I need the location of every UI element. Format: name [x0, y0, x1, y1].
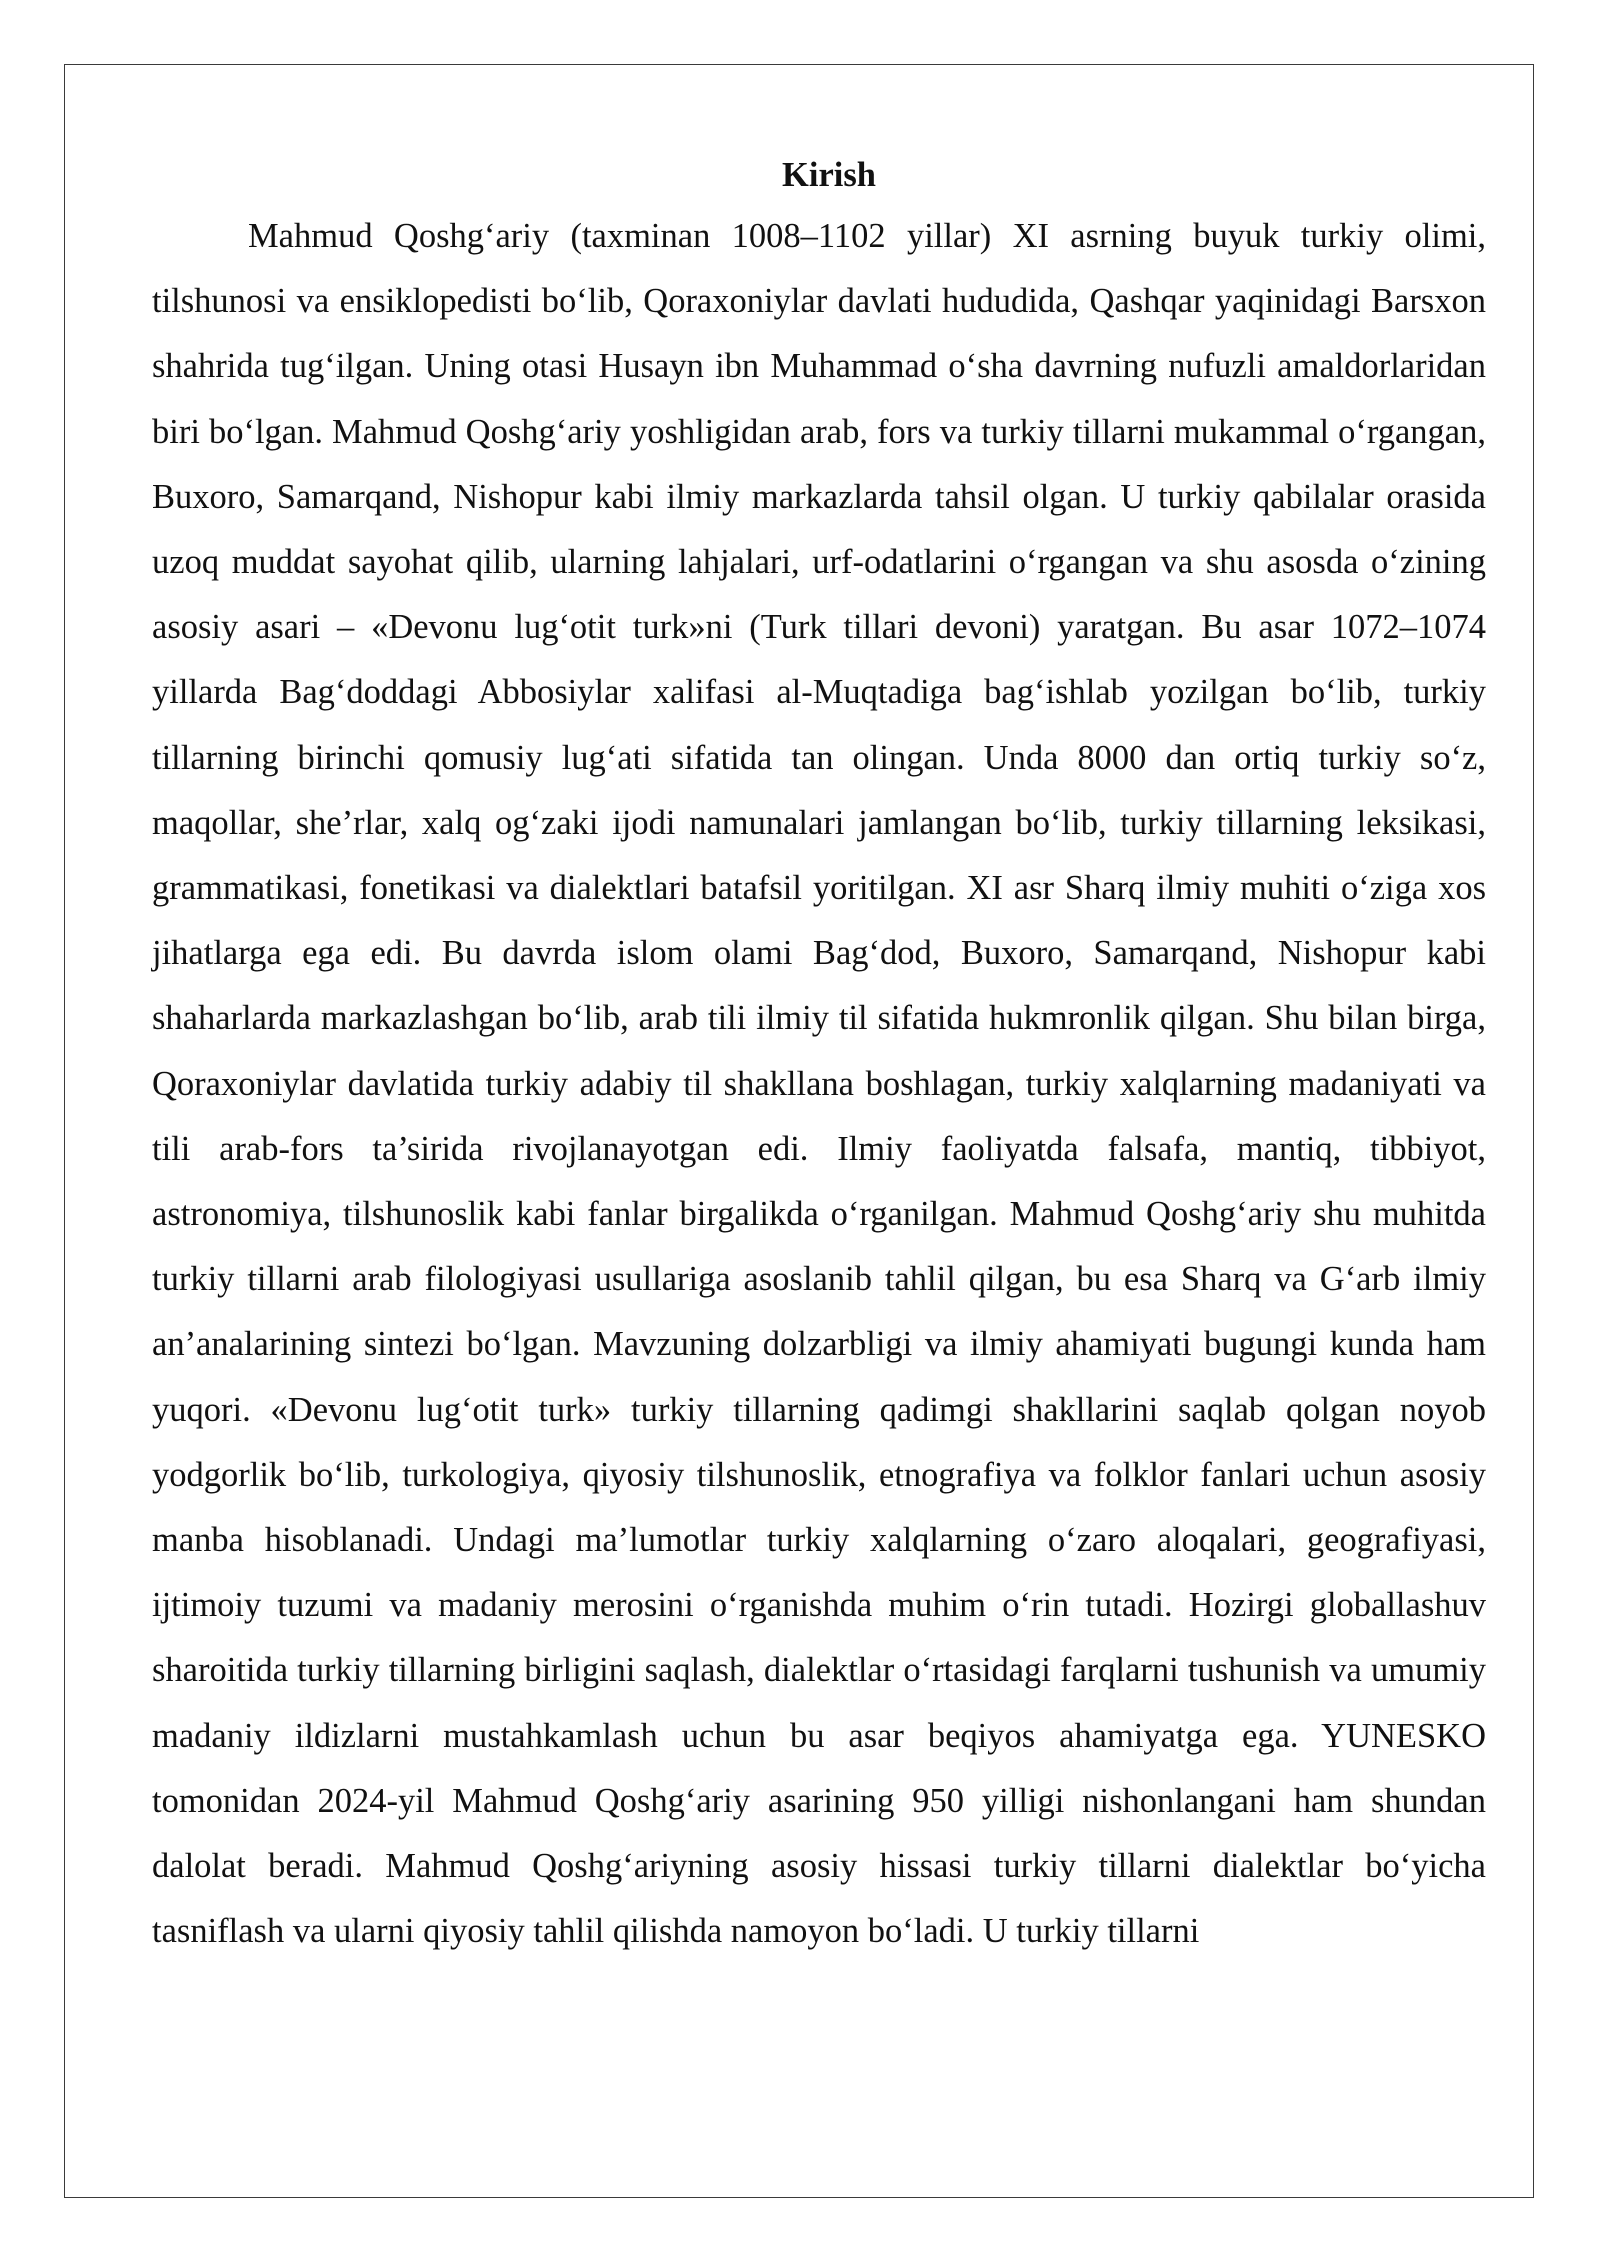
body-paragraph: Mahmud Qoshg‘ariy (taxminan 1008–1102 yillar) XI asrning buyuk turkiy olimi, tilshunosi va ensiklopedisti bo‘lib, Qoraxoniylar davlati hududida, Qashqar yaqinidagi Barsxon shahrida tug‘ilgan. Uning otasi Husayn ibn Muhammad o‘sha davrning nufuzli amaldorlaridan biri bo‘lgan. Mahmud Qoshg‘ariy yoshligidan arab, fors va turkiy tillarni mukammal o‘rgangan, Buxoro, Samarqand, Nishopur kabi ilmiy markazlarda tahsil olgan. U turkiy qabilalar orasida uzoq muddat sayohat qilib, ularning lahjalari, urf-odatlarini o‘rgangan va shu asosda o‘zining asosiy asari – «Devonu lug‘otit turk»ni (Turk tillari devoni) yaratgan. Bu asar 1072–1074 yillarda Bag‘doddagi Abbosiylar xalifasi al-Muqtadiga bag‘ishlab yozilgan bo‘lib, turkiy tillarning birinchi qomusiy lug‘ati sifatida tan olingan. Unda 8000 dan ortiq turkiy so‘z, maqollar, she’rlar, xalq og‘zaki ijodi namunalari jamlangan bo‘lib, turkiy tillarning leksikasi, grammatikasi, fonetikasi va dialektlari batafsil yoritilgan. XI asr Sharq ilmiy muhiti o‘ziga xos jihatlarga ega edi. Bu davrda islom olami Bag‘dod, Buxoro, Samarqand, Nishopur kabi shaharlarda markazlashgan bo‘lib, arab tili ilmiy til sifatida hukmronlik qilgan. Shu bilan birga, Qoraxoniylar davlatida turkiy adabiy til shakllana boshlagan, turkiy xalqlarning madaniyati va tili arab-fors ta’sirida rivojlanayotgan edi. Ilmiy faoliyatda falsafa, mantiq, tibbiyot, astronomiya, tilshunoslik kabi fanlar birgalikda o‘rganilgan. Mahmud Qoshg‘ariy shu muhitda turkiy tillarni arab filologiyasi usullariga asoslanib tahlil qilgan, bu esa Sharq va G‘arb ilmiy an’analarining sintezi bo‘lgan. Mavzuning dolzarbligi va ilmiy ahamiyati bugungi kunda ham yuqori. «Devonu lug‘otit turk» turkiy tillarning qadimgi shakllarini saqlab qolgan noyob yodgorlik bo‘lib, turkologiya, qiyosiy tilshunoslik, etnografiya va folklor fanlari uchun asosiy manba hisoblanadi. Undagi ma’lumotlar turkiy xalqlarning o‘zaro aloqalari, geografiyasi, ijtimoiy tuzumi va madaniy merosini o‘rganishda muhim o‘rin tutadi. Hozirgi globallashuv sharoitida turkiy tillarning birligini saqlash, dialektlar o‘rtasidagi farqlarni tushunish va umumiy madaniy ildizlarni mustahkamlash uchun bu asar beqiyos ahamiyatga ega. YUNESKO tomonidan 2024-yil Mahmud Qoshg‘ariy asarining 950 yilligi nishonlangani ham shundan dalolat beradi. Mahmud Qoshg‘ariyning asosiy hissasi turkiy tillarni dialektlar bo‘yicha tasniflash va ularni qiyosiy tahlil qilishda namoyon bo‘ladi. U turkiy tillarni — [152, 217, 1486, 1951]
document-body — [152, 150, 1486, 1964]
section-title: Kirish — [782, 156, 876, 194]
